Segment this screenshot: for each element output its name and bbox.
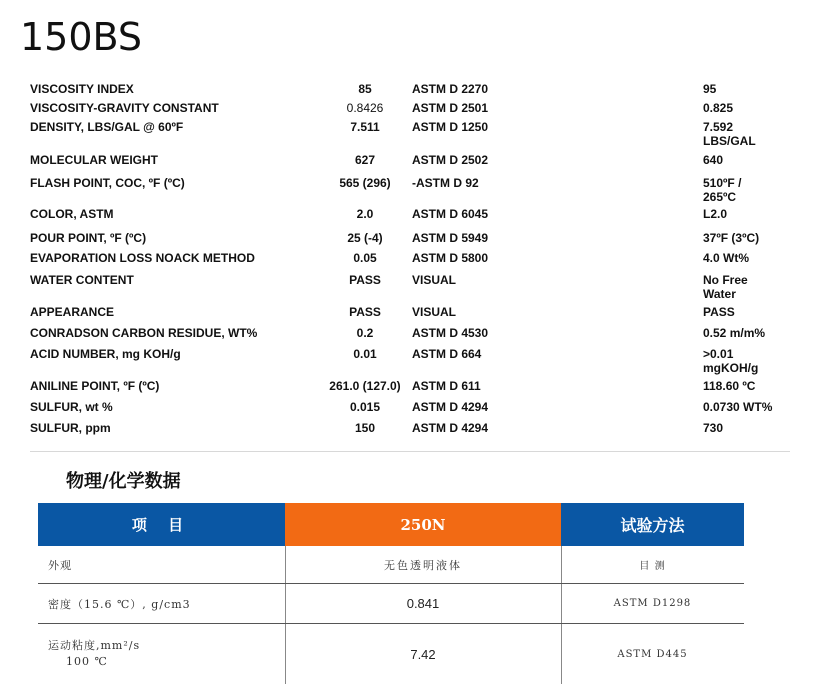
table-row [0, 101, 814, 117]
table-row [0, 326, 814, 342]
table-row [0, 82, 814, 98]
cn-cell-item: 外观 [48, 558, 72, 572]
table-row [38, 546, 744, 584]
cn-header-method: 试验方法 [561, 503, 744, 546]
cn-cell-method: 目 测 [639, 561, 666, 572]
table-row [0, 120, 814, 148]
spec-method: ASTM D 6045 [412, 207, 489, 221]
spec-value: 261.0 (127.0) [329, 379, 401, 393]
cn-cell-method: ASTM D445 [617, 648, 688, 660]
table-row [0, 347, 814, 375]
spec-value: PASS [349, 273, 381, 287]
spec-typical: 95 [703, 82, 717, 96]
spec-property: COLOR, ASTM [30, 207, 114, 221]
spec-value: 7.511 [350, 120, 380, 134]
spec-value: 565 (296) [339, 176, 391, 190]
spec-property: ACID NUMBER, mg KOH/g [30, 347, 181, 361]
spec-typical: 7.592 LBS/GAL [703, 120, 756, 148]
table-row [38, 584, 744, 624]
spec-property: POUR POINT, ºF (ºC) [30, 231, 147, 245]
cn-cell-value: 0.841 [406, 596, 440, 611]
spec-value: 85 [358, 82, 372, 96]
spec-method: ASTM D 4294 [412, 421, 489, 435]
spec-property: CONRADSON CARBON RESIDUE, WT% [30, 326, 258, 340]
spec-method: ASTM D 4294 [412, 400, 489, 414]
spec-method: VISUAL [412, 305, 457, 319]
spec-property: VISCOSITY-GRAVITY CONSTANT [30, 101, 219, 115]
spec-property: WATER CONTENT [30, 273, 134, 287]
spec-property: EVAPORATION LOSS NOACK METHOD [30, 251, 255, 265]
spec-method: ASTM D 5949 [412, 231, 489, 245]
table-row [0, 421, 814, 437]
spec-method: -ASTM D 92 [412, 176, 479, 190]
spec-property: DENSITY, LBS/GAL @ 60ºF [30, 120, 184, 134]
spec-value: 0.05 [353, 251, 377, 265]
spec-typical: 118.60 ºC [703, 379, 756, 393]
spec-property: MOLECULAR WEIGHT [30, 153, 158, 167]
spec-typical: 640 [703, 153, 724, 167]
spec-value: 25 (-4) [347, 231, 383, 245]
spec-value: 0.015 [349, 400, 381, 414]
cn-cell-item [48, 624, 140, 684]
page-title: 150BS [20, 15, 143, 59]
spec-typical: >0.01 mgKOH/g [703, 347, 759, 375]
spec-value: 0.2 [356, 326, 374, 340]
spec-method: ASTM D 1250 [412, 120, 489, 134]
table-row [0, 251, 814, 267]
table-row [0, 231, 814, 247]
spec-method: ASTM D 2501 [412, 101, 489, 115]
spec-typical: 0.0730 WT% [703, 400, 773, 414]
spec-method: ASTM D 4530 [412, 326, 489, 340]
spec-property: SULFUR, wt % [30, 400, 113, 414]
cn-cell-value: 无色透明液体 [384, 558, 462, 572]
spec-property: APPEARANCE [30, 305, 115, 319]
spec-typical: No Free Water [703, 273, 748, 301]
table-row [0, 273, 814, 301]
spec-typical: 510ºF / 265ºC [703, 176, 742, 204]
spec-method: ASTM D 664 [412, 347, 482, 361]
spec-property: FLASH POINT, COC, ºF (ºC) [30, 176, 185, 190]
cn-section-title: 物理/化学数据 [66, 471, 181, 492]
divider [30, 451, 790, 452]
spec-property: ANILINE POINT, ºF (ºC) [30, 379, 160, 393]
spec-property: SULFUR, ppm [30, 421, 111, 435]
spec-value: 627 [354, 153, 376, 167]
cn-cell-item-sub: 100 ℃ [66, 655, 108, 668]
spec-value: PASS [349, 305, 381, 319]
spec-value: 2.0 [356, 207, 374, 221]
cn-cell-method: ASTM D1298 [613, 598, 692, 609]
table-row [0, 305, 814, 321]
spec-typical: 730 [703, 421, 724, 435]
spec-method: ASTM D 2502 [412, 153, 489, 167]
spec-value: 150 [354, 421, 376, 435]
table-row [0, 379, 814, 395]
cn-cell-value: 7.42 [410, 646, 436, 662]
cn-cell-item: 密度（15.6 ℃）, g/cm3 [48, 597, 191, 611]
table-row [0, 176, 814, 204]
table-row [0, 400, 814, 416]
table-row [38, 624, 744, 684]
spec-method: ASTM D 611 [412, 379, 481, 393]
cn-header-grade: 250N [285, 503, 561, 546]
spec-typical: 37ºF (3ºC) [703, 231, 760, 245]
spec-typical: L2.0 [703, 207, 728, 221]
cn-header-item: 项 目 [38, 503, 285, 546]
spec-typical: 0.52 m/m% [703, 326, 766, 340]
spec-typical: 0.825 [703, 101, 734, 115]
spec-typical: 4.0 Wt% [703, 251, 750, 265]
spec-property: VISCOSITY INDEX [30, 82, 134, 96]
table-row [0, 153, 814, 169]
spec-method: VISUAL [412, 273, 457, 287]
spec-method: ASTM D 2270 [412, 82, 489, 96]
spec-typical: PASS [703, 305, 735, 319]
table-row [0, 207, 814, 223]
spec-method: ASTM D 5800 [412, 251, 489, 265]
spec-value: 0.8426 [346, 101, 384, 115]
spec-value: 0.01 [353, 347, 377, 361]
cn-cell-item-main: 运动粘度,mm²/s [48, 639, 141, 652]
